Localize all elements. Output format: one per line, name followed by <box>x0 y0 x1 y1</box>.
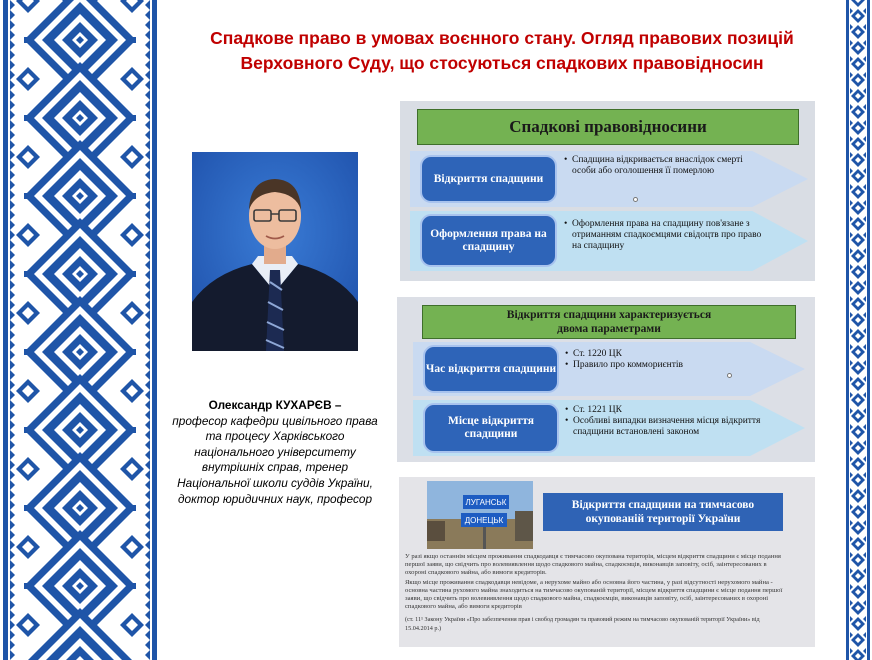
bullet-item: • Правило про коммориєнтів <box>565 360 765 371</box>
slide-opening-parameters <box>397 297 815 462</box>
ornament-shape <box>867 0 870 660</box>
bullet-item: • Оформлення права на спадщину пов'язане з отриманням спадкоємцями свідоцтв про право на спадщину <box>564 219 764 252</box>
cursor-indicator <box>727 373 732 378</box>
ornament-shape <box>128 271 136 277</box>
ornament-shape <box>128 427 136 433</box>
row-label-pill: Місце відкриття спадщини <box>423 403 559 453</box>
sign-bottom-text: ДОНЕЦЬК <box>464 516 504 525</box>
ornament-pattern <box>844 0 872 660</box>
ornament-shape <box>128 37 136 43</box>
row-bullets <box>564 219 764 252</box>
slide-header-line1: Відкриття спадщини характеризується <box>506 309 712 321</box>
ornament-shape <box>24 115 32 121</box>
body-paragraph: У разі якщо останнім місцем проживання спадкодавця є тимчасово окупована територія, місцем відкриття спадщини є місце подання першої заяви, що свідчить про волевиявлення щодо спадкового майна, спадкоємців, виконавців заповіту, осіб, заінтересованих в охороні спадкового майна, або вимоги кредиторів. <box>405 553 781 577</box>
ornament-shape <box>128 349 136 355</box>
ornament-shape <box>128 583 136 589</box>
body-paragraph: Якщо місце проживання спадкодавця невідоме, а нерухоме майно або основна його частина, у разі відсутності нерухомого майна - основна частина рухомого майна знаходиться на тимчасово окупованій території, місцем відкриття спадщини є місце подання першої заяви, що свідчить про волевиявлення щодо спадкового майна, спадкоємців, виконавців заповіту, осіб, заінтересованих в охороні спадкового майна, або вимоги кредиторів <box>405 578 783 611</box>
author-photo <box>192 152 358 351</box>
slide-inheritance-relations <box>400 101 815 281</box>
ornament-shape <box>128 115 136 121</box>
row-bullets <box>565 349 765 371</box>
ornament-shape <box>24 427 32 433</box>
author-name: Олександр КУХАРЄВ – <box>208 398 342 412</box>
ornament-shape <box>3 0 8 660</box>
row-label-pill: Відкриття спадщини <box>420 155 557 203</box>
ornament-shape <box>24 349 32 355</box>
row-bullets <box>564 155 764 177</box>
page-title-line1: Спадкове право в умовах воєнного стану. Огляд правових позицій <box>210 28 794 48</box>
road-sign-photo <box>427 481 533 549</box>
bullet-item: • Спадщина відкривається внаслідок смерті особи або оголошення її померлою <box>564 155 764 177</box>
row-bullets <box>565 405 761 438</box>
ornament-shape <box>24 583 32 589</box>
slide-header-line2: двома параметрами <box>557 323 661 335</box>
bullet-item: • Ст. 1220 ЦК <box>565 349 765 360</box>
author-caption <box>166 398 384 507</box>
slide-header <box>422 305 796 339</box>
ornament-shape <box>24 271 32 277</box>
ornament-shape <box>152 0 157 660</box>
slide-occupied-territory <box>399 477 815 647</box>
ornament-shape <box>24 193 32 199</box>
bullet-item: • Особливі випадки визначення місця відкриття спадщини встановлені законом <box>565 416 761 438</box>
slide-title: Відкриття спадщини на тимчасово окупованій території України <box>543 493 783 531</box>
ornament-shape <box>24 37 32 43</box>
right-ornament-border <box>844 0 872 660</box>
row-label-pill: Час відкриття спадщини <box>423 345 559 393</box>
page-title <box>172 26 832 76</box>
left-ornament-border <box>0 0 160 660</box>
ornament-pattern <box>0 0 160 660</box>
ornament-shape <box>24 505 32 511</box>
author-description: професор кафедри цивільного права та процесу Харківського національного університету внутрішніх справ, тренер Національної школи суддів України, доктор юридичних наук, професор <box>172 413 378 506</box>
sign-top-text: ЛУГАНСЬК <box>465 498 507 507</box>
law-reference-note: (ст. 11¹ Закону України «Про забезпечення прав і свобод громадян та правовий режим на тимчасово окупованій території України» від 15.04.2014 р.) <box>405 616 760 632</box>
ornament-shape <box>128 505 136 511</box>
ornament-shape <box>128 193 136 199</box>
cursor-indicator <box>633 197 638 202</box>
row-label-pill: Оформлення права на спадщину <box>420 214 557 267</box>
ornament-shape <box>846 0 849 660</box>
slide-body-text <box>405 553 785 634</box>
slide-header: Спадкові правовідносини <box>417 109 799 145</box>
bullet-item: • Ст. 1221 ЦК <box>565 405 761 416</box>
page-title-line2: Верховного Суду, що стосуються спадкових правовідносин <box>240 53 764 73</box>
